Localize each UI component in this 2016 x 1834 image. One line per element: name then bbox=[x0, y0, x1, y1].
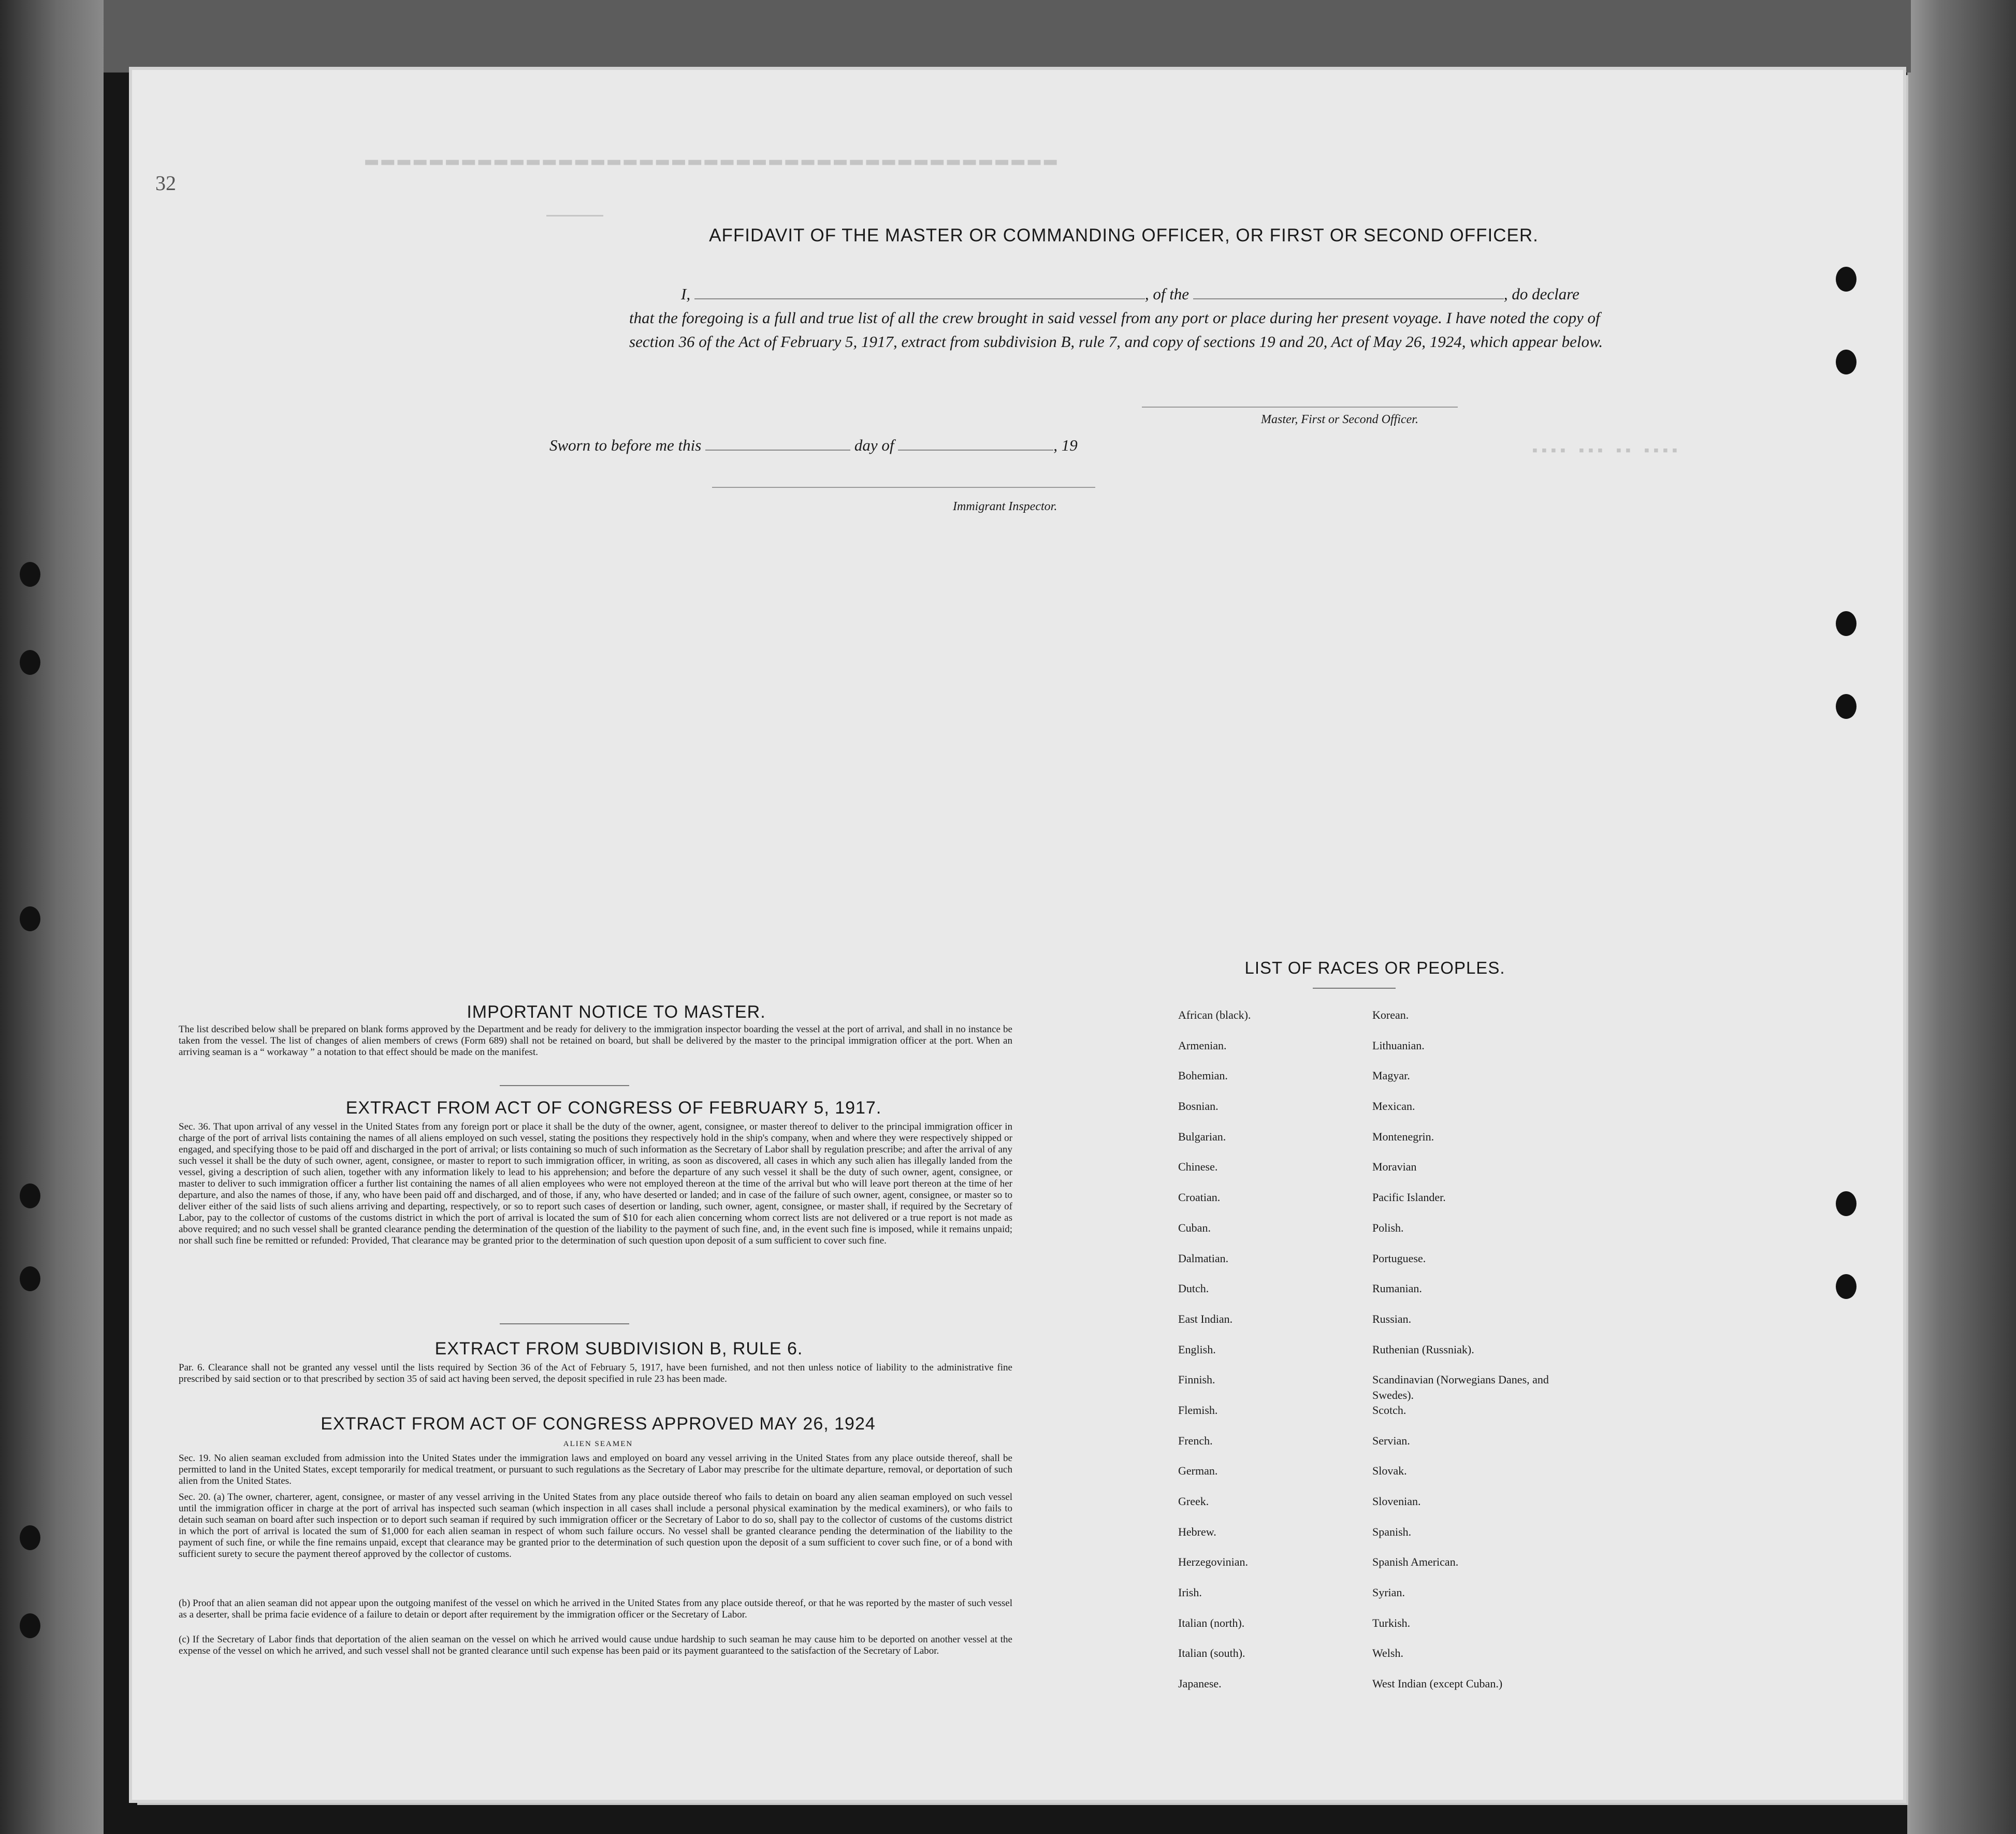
race-item: German. bbox=[1178, 1464, 1218, 1478]
binder-top-edge bbox=[104, 0, 1911, 73]
binder-right-edge bbox=[1907, 0, 2016, 1834]
punch-hole bbox=[20, 562, 40, 587]
sworn-label: Sworn to before me this bbox=[549, 436, 702, 454]
notice-title: IMPORTANT NOTICE TO MASTER. bbox=[467, 1002, 766, 1022]
race-item: Spanish. bbox=[1372, 1525, 1412, 1538]
master-caption: Master, First or Second Officer. bbox=[1261, 413, 1418, 426]
punch-hole bbox=[20, 1613, 40, 1638]
extract-1924-subtitle: ALIEN SEAMEN bbox=[563, 1440, 633, 1448]
race-item: Scotch. bbox=[1372, 1403, 1406, 1417]
race-item: Syrian. bbox=[1372, 1586, 1405, 1599]
race-item: Moravian bbox=[1372, 1160, 1417, 1174]
race-item: Dalmatian. bbox=[1178, 1251, 1229, 1265]
race-item: Finnish. bbox=[1178, 1373, 1215, 1387]
do-declare-label: , do declare bbox=[1503, 285, 1579, 303]
master-signature-line bbox=[1142, 407, 1458, 408]
divider bbox=[500, 1323, 629, 1324]
punch-hole bbox=[20, 1266, 40, 1291]
race-item: Lithuanian. bbox=[1372, 1038, 1425, 1052]
race-item: Flemish. bbox=[1178, 1403, 1218, 1417]
extract-1917-text: Sec. 36. That upon arrival of any vessel in the United States from any foreign port or place it shall be the duty of the owner, agent, consignee, or master thereof to deliver to the principal immigration officer in charge of the port of arrival lists containing the names of all aliens employed on such vessel, stating the positions they respectively hold in the ship's company, when and where they were respectively shipped or engaged, and specifying those to be paid off and discharged in the port of arrival; or lists containing so much of such information as the Secretary of Labor shall by regulation prescribe; and after the arrival of any such vessel it shall be the duty of such owner, agent, consignee, or master to report to such immigration officer, in writing, as soon as discovered, all cases in which any such alien has illegally landed from the vessel, giving a description of such alien, together with any information likely to lead to his apprehension; and before the departure of any such vessel it shall be the duty of such owner, agent, consignee, or master to deliver to such immigration officer a further list containing the names of all alien employees who were not employed thereon at the time of the arrival but who will leave port thereon at the time of her departure, and also the names of those, if any, who have been paid off and discharged, and of those, if any, who have deserted or landed; and in case of the failure of such owner, agent, consignee, or master so to deliver either of the said lists of such aliens arriving and departing, respectively, or so to report such cases of desertion or landing, such owner, agent, consignee, or master shall, if required by the Secretary of Labor, pay to the collector of customs of the customs district in which the port of arrival is located the sum of $10 for each alien concerning whom correct lists are not delivered or a true report is not made as above required; and no such vessel shall be granted clearance pending the determination of the question of the liability to the payment of such fine, and, in the event such fine is imposed, while it remains unpaid; nor shall such fine be remitted or refunded: Provided, That clearance may be granted prior to the determination of such question upon deposit of a sum sufficient to cover such fine. bbox=[179, 1121, 1012, 1246]
race-item: West Indian (except Cuban.) bbox=[1372, 1677, 1503, 1691]
affidavit-body bbox=[629, 282, 1613, 354]
extract-1924-title: EXTRACT FROM ACT OF CONGRESS APPROVED MAY 26, 1924 bbox=[321, 1414, 876, 1434]
faint-mark bbox=[546, 215, 603, 216]
of-the-label: , of the bbox=[1144, 285, 1190, 303]
punch-hole bbox=[20, 1183, 40, 1208]
race-item: Scandinavian (Norwegians Danes, and Swedes). bbox=[1372, 1373, 1549, 1402]
i-label: I, bbox=[681, 285, 691, 303]
day-of-label: day of bbox=[854, 436, 894, 454]
race-item: Slovak. bbox=[1372, 1464, 1407, 1478]
punch-hole bbox=[1836, 611, 1857, 636]
race-item: Rumanian. bbox=[1372, 1282, 1422, 1295]
race-item: Servian. bbox=[1372, 1434, 1410, 1447]
race-item: Bohemian. bbox=[1178, 1069, 1228, 1082]
race-item: Pacific Islander. bbox=[1372, 1191, 1446, 1204]
race-item: Chinese. bbox=[1178, 1160, 1218, 1174]
extract-1924-sec19: Sec. 19. No alien seaman excluded from admission into the United States under the immigration laws and employed on board any vessel arriving in the United States from any place outside thereof, shall be permitted to land in the United States, except temporarily for medical treatment, or pursuant to such regulations as the Secretary of Labor may prescribe for the ultimate departure, removal, or deportation of such alien from the United States. bbox=[179, 1453, 1012, 1486]
race-item: Italian (south). bbox=[1178, 1647, 1245, 1660]
race-item: Mexican. bbox=[1372, 1100, 1415, 1113]
race-item: Bosnian. bbox=[1178, 1100, 1219, 1113]
page-number-mark: 32 bbox=[155, 171, 176, 195]
race-item: Magyar. bbox=[1372, 1069, 1410, 1082]
extract-rule6-text: Par. 6. Clearance shall not be granted any vessel until the lists required by Section 36 of the Act of February 5, 1917, have been furnished, and not then unless notice of liability to the administrative fine prescribed by said section or to that prescribed by section 35 of said act having been served, the deposit specified in rule 23 has been made. bbox=[179, 1362, 1012, 1384]
divider bbox=[1313, 988, 1396, 989]
race-item: Italian (north). bbox=[1178, 1616, 1245, 1629]
race-item: Irish. bbox=[1178, 1586, 1202, 1599]
race-item: African (black). bbox=[1178, 1008, 1251, 1021]
punch-hole bbox=[1836, 267, 1857, 292]
divider bbox=[500, 1085, 629, 1086]
punch-hole bbox=[1836, 694, 1857, 719]
month-blank bbox=[898, 435, 1053, 451]
race-item: Portuguese. bbox=[1372, 1251, 1426, 1265]
vessel-blank bbox=[1193, 284, 1504, 299]
races-right-column bbox=[1372, 1007, 1590, 1707]
inspector-signature-line bbox=[712, 487, 1095, 488]
notice-text: The list described below shall be prepared on blank forms approved by the Department and be ready for delivery to the immigration inspector boarding the vessel at the port of arrival, and shall in no instance be taken from the vessel. The list of changes of alien members of crews (Form 689) shall not be retained on board, but shall be delivered by the master to the principal immigration officer at the port. When an arriving seaman is a “ workaway ” a notation to that effect should be made on the manifest. bbox=[179, 1024, 1012, 1058]
punch-hole bbox=[20, 906, 40, 931]
race-item: Russian. bbox=[1372, 1312, 1412, 1325]
race-item: Bulgarian. bbox=[1178, 1130, 1226, 1143]
race-item: Cuban. bbox=[1178, 1221, 1211, 1234]
race-item: French. bbox=[1178, 1434, 1213, 1447]
extract-1924-sec20a: Sec. 20. (a) The owner, charterer, agent, consignee, or master of any vessel arriving in the United States from any place outside thereof who fails to detain on board any alien seaman employed on such vessel until the immigration officer in charge at the port of arrival has inspected such seaman (which inspection in all cases shall include a personal physical examination by the medical examiners), or who fails to detain such seaman on board after such inspection or to deport such seaman if required by such immigration officer or the Secretary of Labor to do so, shall pay to the collector of customs of the customs district in which the port of arrival is located the sum of $1,000 for each alien seaman in respect of whom such failure occurs. No vessel shall be granted clearance pending the determination of the liability to the payment of such fine, or while the fine remains unpaid, except that clearance may be granted prior to the determination of such question upon the deposit of a sum sufficient to cover such fine, or of a bond with sufficient surety to secure the payment thereof approved by the collector of customs. bbox=[179, 1492, 1012, 1559]
race-item: Turkish. bbox=[1372, 1616, 1411, 1629]
punch-hole bbox=[1836, 1191, 1857, 1216]
day-blank bbox=[705, 435, 850, 451]
race-item: Slovenian. bbox=[1372, 1495, 1421, 1508]
races-left-column bbox=[1178, 1007, 1365, 1707]
race-item: Hebrew. bbox=[1178, 1525, 1216, 1538]
year-label: , 19 bbox=[1053, 436, 1078, 454]
race-item: Herzegovinian. bbox=[1178, 1555, 1248, 1569]
punch-hole bbox=[1836, 350, 1857, 374]
extract-1917-title: EXTRACT FROM ACT OF CONGRESS OF FEBRUARY 5, 1917. bbox=[345, 1098, 882, 1118]
races-title: LIST OF RACES OR PEOPLES. bbox=[1244, 958, 1505, 977]
punch-hole bbox=[20, 650, 40, 675]
race-item: English. bbox=[1178, 1342, 1216, 1356]
bleed-through-rows: ▪▪▪▪ ▪▪▪ ▪▪ ▪▪▪▪ bbox=[1530, 443, 1680, 460]
affidavit-text: that the foregoing is a full and true list of all the crew brought in said vessel from any port or place during her present voyage. I have noted the copy of section 36 of the Act of February 5, 1917, extract from subdivision B, rule 7, and copy of sections 19 and 20, Act of May 26, 1924, which appear below. bbox=[629, 309, 1603, 351]
race-item: Spanish American. bbox=[1372, 1555, 1459, 1569]
inspector-caption: Immigrant Inspector. bbox=[953, 500, 1057, 513]
race-item: Japanese. bbox=[1178, 1677, 1222, 1691]
document-page bbox=[132, 70, 1903, 1800]
affidavit-title: AFFIDAVIT OF THE MASTER OR COMMANDING OFFICER, OR FIRST OR SECOND OFFICER. bbox=[709, 225, 1539, 246]
bleed-through-header: ▬▬▬▬▬▬▬▬▬▬▬▬▬▬▬▬▬▬▬▬▬▬▬▬▬▬▬▬▬▬▬▬▬▬▬▬▬▬▬▬▬▬▬ bbox=[365, 148, 1060, 172]
name-blank bbox=[694, 284, 1145, 299]
race-item: Greek. bbox=[1178, 1495, 1209, 1508]
race-item: East Indian. bbox=[1178, 1312, 1233, 1325]
race-item: Ruthenian (Russniak). bbox=[1372, 1342, 1474, 1356]
binder-left-edge bbox=[0, 0, 104, 1834]
punch-hole bbox=[20, 1525, 40, 1550]
race-item: Korean. bbox=[1372, 1008, 1409, 1021]
sworn-line bbox=[549, 435, 1078, 455]
extract-rule6-title: EXTRACT FROM SUBDIVISION B, RULE 6. bbox=[434, 1339, 803, 1359]
race-item: Montenegrin. bbox=[1372, 1130, 1434, 1143]
race-item: Croatian. bbox=[1178, 1191, 1221, 1204]
extract-1924-sec20b: (b) Proof that an alien seaman did not appear upon the outgoing manifest of the vessel on which he arrived in the United States from any place outside thereof, or that he was reported by the master of such vessel as a deserter, shall be prima facie evidence of a failure to detain or deport after requirement by the immigration officer or the Secretary of Labor. bbox=[179, 1598, 1012, 1620]
race-item: Armenian. bbox=[1178, 1038, 1227, 1052]
race-item: Dutch. bbox=[1178, 1282, 1209, 1295]
punch-hole bbox=[1836, 1274, 1857, 1299]
race-item: Welsh. bbox=[1372, 1647, 1403, 1660]
extract-1924-sec20c: (c) If the Secretary of Labor finds that deportation of the alien seaman on the vessel on which he arrived would cause undue hardship to such seaman he may cause him to be deported on another vessel at the expense of the vessel on which he arrived, and such vessel shall not be granted clearance until such expense has been paid or its payment guaranteed to the satisfaction of the Secretary of Labor. bbox=[179, 1634, 1012, 1656]
race-item: Polish. bbox=[1372, 1221, 1404, 1234]
